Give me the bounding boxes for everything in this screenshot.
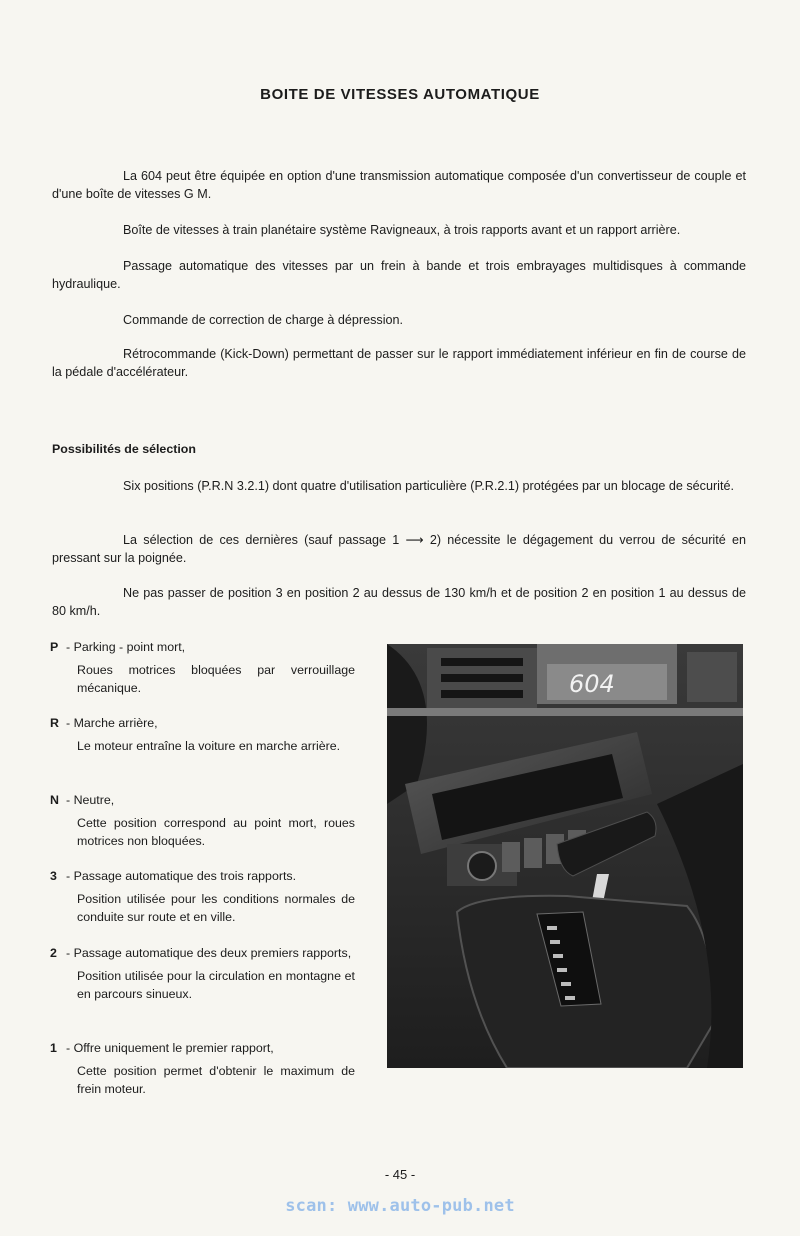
- gear-selector-photo: [387, 644, 743, 1068]
- selection-paragraph-3: Ne pas passer de position 3 en position 2 au dessus de 130 km/h et de position 2 en position 1 au dessus de 80 km/h.: [52, 586, 746, 618]
- section-heading: Possibilités de sélection: [52, 442, 196, 456]
- intro-paragraph-1: La 604 peut être équipée en option d'une transmission automatique composée d'un convertisseur de couple et d'une boîte de vitesses G M.: [52, 169, 746, 201]
- selection-paragraph-1: Six positions (P.R.N 3.2.1) dont quatre d'utilisation particulière (P.R.2.1) protégées par un blocage de sécurité.: [123, 479, 734, 493]
- position-title: - Passage automatique des trois rapports.: [66, 869, 297, 883]
- position-item-r: [50, 714, 355, 755]
- position-item-p: [50, 638, 355, 697]
- intro-paragraph-3: Passage automatique des vitesses par un frein à bande et trois embrayages multidisques à commande hydraulique.: [52, 259, 746, 291]
- position-code: 3: [50, 869, 57, 883]
- position-item-3: [50, 867, 355, 926]
- scan-credit: scan: www.auto-pub.net: [285, 1196, 515, 1216]
- position-code: R: [50, 716, 59, 730]
- position-title: - Marche arrière,: [66, 716, 158, 730]
- position-code: N: [50, 793, 59, 807]
- intro-paragraph-4: Commande de correction de charge à dépression.: [123, 313, 404, 327]
- position-code: 2: [50, 946, 57, 960]
- console-illustration: [387, 644, 743, 1068]
- page-number: - 45 -: [384, 1167, 416, 1182]
- position-item-1: [50, 1039, 355, 1098]
- page-title: BOITE DE VITESSES AUTOMATIQUE: [260, 86, 540, 103]
- position-title: - Neutre,: [66, 793, 115, 807]
- position-item-2: [50, 944, 355, 1003]
- position-description: Roues motrices bloquées par verrouillage mécanique.: [77, 663, 355, 695]
- model-badge: 604: [569, 670, 615, 698]
- position-description: Cette position permet d'obtenir le maximum de frein moteur.: [77, 1064, 355, 1096]
- position-code: P: [50, 640, 59, 654]
- position-description: Position utilisée pour la circulation en montagne et en parcours sinueux.: [77, 969, 355, 1001]
- position-title: - Parking - point mort,: [66, 640, 186, 654]
- position-description: Le moteur entraîne la voiture en marche arrière.: [77, 739, 341, 753]
- intro-paragraph-2: Boîte de vitesses à train planétaire système Ravigneaux, à trois rapports avant et un rapport arrière.: [123, 223, 681, 237]
- selection-paragraph-2: La sélection de ces dernières (sauf passage 1 ⟶ 2) nécessite le dégagement du verrou de sécurité en pressant sur la poignée.: [52, 533, 746, 565]
- position-code: 1: [50, 1041, 57, 1055]
- intro-paragraph-5: Rétrocommande (Kick-Down) permettant de passer sur le rapport immédiatement inférieur en fin de course de la pédale d'accélérateur.: [52, 347, 746, 379]
- position-item-n: [50, 791, 355, 850]
- position-description: Cette position correspond au point mort, roues motrices non bloquées.: [77, 816, 355, 848]
- position-title: - Passage automatique des deux premiers rapports,: [66, 946, 352, 960]
- position-title: - Offre uniquement le premier rapport,: [66, 1041, 274, 1055]
- position-description: Position utilisée pour les conditions normales de conduite sur route et en ville.: [77, 892, 355, 924]
